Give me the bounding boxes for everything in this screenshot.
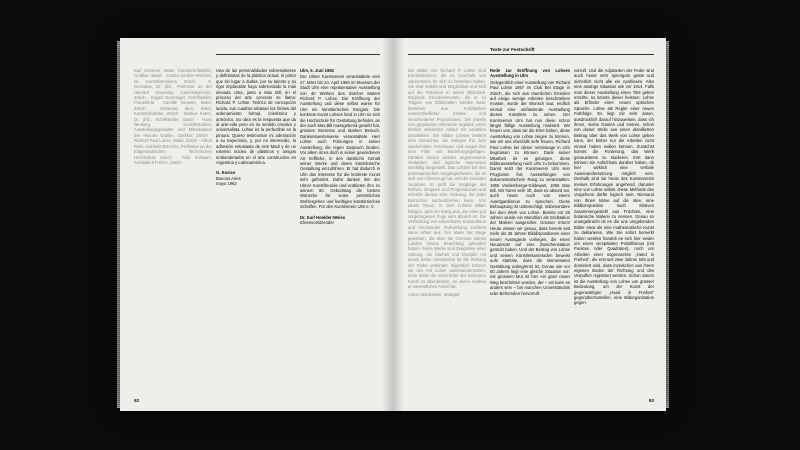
speech-heading: Rede zur Eröffnung von Lohses Ausstellung in Ulm [490,68,570,79]
kosice-signature: G. Kosice [216,170,236,176]
right-page [394,38,666,411]
ulm-signature: Dr. Karl Hoelder-Weiss [300,214,346,220]
ulm-role: Ehrenvorsitzender [300,219,334,225]
contributors-text: Karl Gerstner, Maler, Kunstschriftsteller, Grafiker, Basel · Carola Giedion-Welcker, Dr., Kunsthistorikerin, Zürich · S. Gonzales, Dr. phil., Professor an der Harvard University, Cambridge/USA, Zürich · Eugen Gomringer, Schriftsteller, Frauenfeld · Camille Graeser, Maler, Zürich · Johannes Itten, Maler, Kunstschulleiter, Zürich · Markus Kutter, Dr. phil., Schriftsteller, Basel · Hans Neuburg, Kunsthistoriker, Ausstellungsgestalter und Mitredakteur der »Neuen Grafik«, Grafiker, Zürich · Richard Paul Lohse, Maler, Zürich · Alfred Roth, Architekt BSA/SIA, Professor an der Eidgenössischen Technischen Hochschule Zürich · Felix Schwarz, Architekt ETH/SIA, Zürich [134,68,212,165]
header-rule-right [408,54,654,55]
speech-continued-text: vorruft. Und die Adjutanten der Feder sind auch heute sehr sprengam gesät und sicherlich nicht alle ein Apollinaire. Also eine analoge Situation wie vor 1914. Falls man dieser Ausstellung einen Titel geben möchte, so könnte dieser heissen: Lohse als Erfinder einer neuen optischen Sprache. Lohse als Regler einer neuen Farbfolge. Es liegt mir sehr daran, ausdrücklich darauf hinzuweisen, dass ich ihnen, meine Damen und Herren, schon von dieser Stelle aus einen detaillierten Beitrag über das Werk von Lohse geben kann, der bisher nur die Arbeiten nicht einmal haben wollen können. Zunächst kommt die Forderung, das Werk genauestens zu studieren. Erst dann können Sie Aufschluss darüber haben, ob hier wirklich eine verbale Auseinandersetzung möglich sein. Deshalb sind wir heute des Kunstvereins meines Erfahrungen angehend, darunter eine von Lohse selbst. Diese Methode des Vorgehens dürfte logisch sein. Niemand von Ihnen käme auf die Idee, eine Bildkomposition nach Motiven zusammengestellt aus Früchten, eine botanische Malerei zu nennen. Genau so unangebracht ist es die uns umgebenden Bilder etwa als eine mathematische Kunst zu deklarieren. Wie Sie sofort bemerkt haben werden handelt es sich hier weder um einen verspäteten Pointillismus (mit Punkten oder Quadraten), noch um Arbeiten einer sogenannten „Hand in Freiheit“, die erst seit zwei Jahren tobt und dominiert wird, dass inzwischen aus ihrem eigenen Boden der Richtung und des Verpuffen registriert werden. Schon darum ist die Ausstellung von Lohse von grosser Bedeutung, um der Kunst der gegenwärtigen „Hand in Freiheit“ gegenüberzustellen, eine Bildorganisation gegen- [574,68,654,306]
ulm-heading: Ulm, 5. Juni 1962 [300,68,334,73]
speech-column [490,68,570,373]
kosice-column [216,68,296,318]
running-head-right: Texte zur Festschrift [490,47,535,52]
book-spread [120,38,666,411]
stankowski-column [408,68,486,373]
book-page-edges-right [666,41,669,408]
gutter-shadow-right [394,38,404,411]
kosice-text: Una de las personalidades sobresalientes y definitorias de la plástica actual, el pintor que sin lugar a dudas, por su talento y su rigor implacable haya sobrevolado la más elevada cima, junto a Max Bill, en el proceso del arte concreto se llama: Richard P. Lohse. Teórico de concepción lucida, sus cuadros rebasan los límites del ordenamiento formal, colorístico y armónico. Su obra es la respuesta que da al arte-vida pero en su sentido creativo y universalista. Lohse es la perfectible en la pintura. Quiero testimoniar mi admiración a su trayectoria, y, por mi intermedio, la adhesión entusiasta de Arte Madi y de un extenso núcleo de plásticos y amigos embanderados en el arte constructivo en Argentina y Latinoamérica. [216,68,296,165]
speech-continued-column [574,68,654,373]
ulm-column [300,68,380,318]
ulm-text: Der Ulmer Kunstverein veranstaltete vom 27. März bis 24. April 1960 im Museum der Stadt Ulm eine repräsentative Ausstellung von 40 Werken des Zürcher Malers Richard P. Lohse. Die Eröffnung der Ausstellung und diese selbst waren für Ulm ein künstlerisches Ereignis. Die konkrete Kunst Lohses fand in Ulm so sich die Hochschule für Gestaltung befindet, an der auch Max Bill massgebend gewirkt hat, grosses Interesse und starken Besuch. Dankenswerterweise veranstaltete Herr Lohse auch Führungen in seiner Ausstellung, die regen Zuspruch fanden. Vor allem ist es doch in seiner gewordenen Art treffliche, in den dankliche Gehalt seiner Werke und deren künstlerische Gestaltung einzuführen. Er hat dadurch in Ulm das Interesse für die konkrete Kunst sehr gefördert. Dafür danken ihm der Ulmer Kunstfreunde und entbieten ihm zu seinem 60. Geburtstag die besten Wünsche für seine persönliches Wohlergehen und künftiges künstlerisches Schaffen. Für den Kunstverein Ulm e. V. [300,74,380,210]
header-rule-left [216,54,380,55]
stankowski-signature: Anton Stankowski, Stuttgart [408,291,460,297]
kosice-date: mayo 1962 [216,181,237,187]
left-page [120,38,394,411]
stankowski-text: Die Bilder von Richard P. Lohse sind Konstruktionen, die es innerhalb von Jahrzehnten für sich zu bestehen haben. Sie sind Vorbild und Möglichkeit und sich auf die Präzision in seiner Bildarbeit. Nirgends Grundelementen, die er zu Trägern von Bildinhalten werden lässt, bestehen aus Farbflächen unterschiedlicher Grösse und verschiedener Proportionen. Die jeweils neu gegebenen Elemente ergeben einen ähnlich wirkenden Ablauf mit variablen Dynamiken. Die Bilder Lohses besteht dem Betrachter, sie zwingen ihn zum wiederholten Anschauen und zeigen ihm eine Fülle von Beziehungsgefügen. Darüber hinaus werden angemessene Gedanken und logische Harmonien sinnfällig dargestellt. Das Lohses bei den protestantischen Vergangenheiten, die es sich zum Überzeugt hat, und die einander zuordnen. Er prüft die Vorgänge der Reihen, Gruppen und Progressionen und schreibt daraus eine Ordnung, die jeder Betrachter nachvollziehen kann. Von einem Raum, in dem Lohses Bilder hängen, geht ein Klang aus, der einer gut vorgetragenen Fuge sehr ähnlich ist. Die Verbindung von erkennbarer Konstruktion und emotionaler Farbwirkung zeichnet seine Arbeit aus. Der Maler hat Wege gewiesen, die über die Grenzen seines Landes hinaus Beachtung gefunden haben. Seine Werke sind Zeugnisse einer Haltung, die Klarheit und Disziplin mit einem tiefen Verständnis für die Wirkung der Farbe verbindet. Eigentlich können wir uns mit Lohse auseinandersetzen, ohne dabei die Geschichte der konkreten Kunst zu überdenken, an deren Ausbau er wesentlichen Anteil hat. [408,68,486,290]
page-number-left: 92 [134,398,140,403]
speech-text: Gelegentlich einer Ausstellung von Richard Paul Lohse 1957 im Club Bel Etage in Zürich, die sich aus räumlichen Gründen auf einige wenige Arbeiten beschränken musste, wurde der Wunsch laut, endlich einmal eine umfassende Ausstellung dieses Künstlers zu sehen. Der Kunstverein Ulm hat nun diese schon längst fällige Ausstellung realisiert. Wir freuen uns, dass wir die Ehre haben, diese Ausstellung von Lohse zeigen zu können, wie wir uns ebenfalls sehr freuen, Richard Paul Lohse bei dieser Vernissage in Ulm begrüssen zu können. Dank seiner Mitarbeit ist es gelungen, diese Bilderausstellung nach Ulm zu bekommen. Damit setzt der Kunstverein Ulm sein Programm fort, Ausstellungen von dokumentarischem Rang zu veranstalten: 1955 Vordemberge-Gildewart, 1956 Max Bill. Wir hören sehr oft, dass es absurd sei, auch heute noch von einem Avantgardismus zu sprechen. Diese Behauptung ist unberechtigt, insbesondere bei dem Werk von Lohse. Bereits vor 25 Jahren wurde ein Mondrian als Endstation der Malerei ausgerufen. Grosser Irrtum! Heute wissen wir genau, dass bereits seit mehr als 35 Jahren Bilddispositionen einer neuen Avantgarde vorliegen, die einen Neuansatz auf eine Zwischenstation gerückt haben. Und der Beitrag von Lohse und seinen Künstlerkameraden beweist aufs stärkste, dass die elementaren Gestaltung unbegrenzt ist. Genau wie vor 50 Jahren liegt eine gleiche Situation vor: mit grossem Mut ist hier ein ganz neuer Weg beschritten worden, der – wir kann es anders sein – bei manchen Unverständnis oder Befremden hervorruft. [490,79,570,296]
kosice-place: Buenos Aires [216,175,241,181]
page-number-right: 93 [648,398,654,403]
contributors-column [134,68,212,248]
gutter-shadow-left [382,38,394,411]
